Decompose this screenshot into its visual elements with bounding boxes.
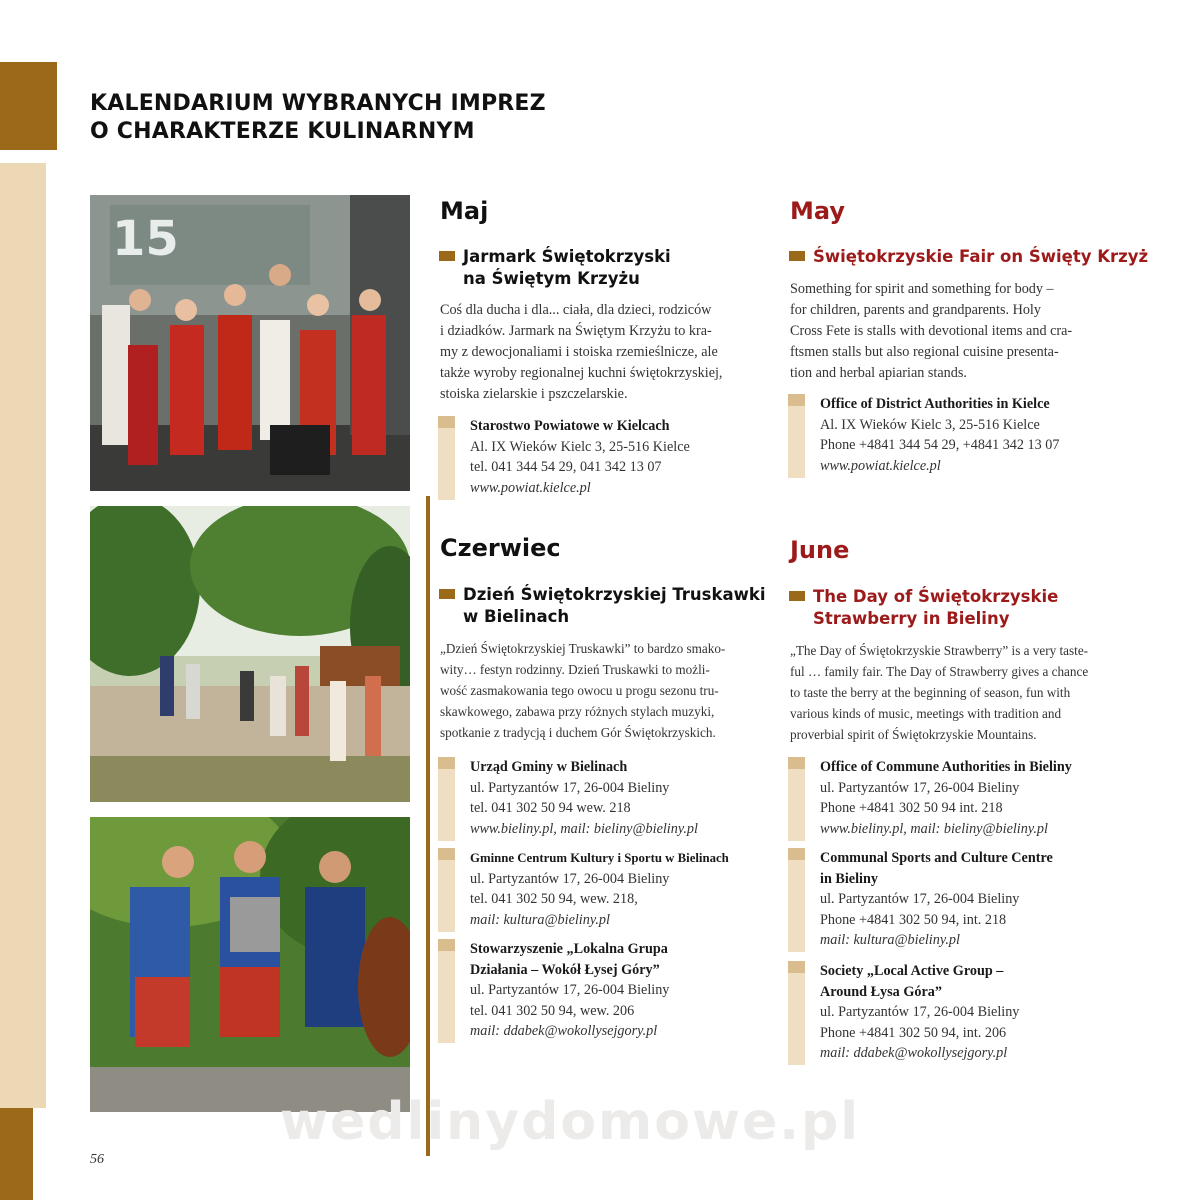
contact-bar	[438, 757, 455, 841]
contact-bar	[788, 848, 805, 952]
photo-folk-band	[90, 817, 410, 1112]
contact-block-starostwo	[438, 416, 758, 500]
event-title-truskawka	[463, 584, 765, 628]
contact-name: in Bieliny	[820, 870, 878, 887]
contact-block-sports-culture-centre	[788, 848, 1118, 952]
bullet-square	[439, 589, 455, 599]
month-heading-june: June	[790, 536, 850, 564]
contact-email-link[interactable]: mail: kultura@bieliny.pl	[470, 911, 610, 928]
contact-email-link[interactable]: mail: ddabek@wokollysejgory.pl	[470, 1023, 658, 1039]
desc-line: Cross Fete is stalls with devotional items and cra-	[790, 323, 1073, 339]
contact-name: Urząd Gminy w Bielinach	[470, 759, 628, 775]
page-title-line-2: O CHARAKTERZE KULINARNYM	[90, 119, 475, 144]
month-heading-may: May	[790, 197, 845, 225]
stage-badge-number: 15	[112, 211, 179, 267]
contact-name: Around Łysa Góra”	[820, 983, 942, 1000]
contact-email-link[interactable]: mail: ddabek@wokollysejgory.pl	[820, 1045, 1008, 1061]
contact-bar	[438, 939, 455, 1043]
event-description-fair	[790, 279, 1111, 384]
contact-email-link[interactable]: mail: kultura@bieliny.pl	[820, 932, 960, 948]
contact-phone: tel. 041 344 54 29, 041 342 13 07	[470, 459, 662, 475]
contact-address: ul. Partyzantów 17, 26-004 Bieliny	[470, 779, 670, 796]
desc-line: ftsmen stalls but also regional cuisine presenta-	[790, 344, 1059, 360]
event-title-jarmark	[463, 246, 671, 290]
left-accent-bar-top	[0, 62, 57, 150]
event-title-line: Strawberry in Bieliny	[813, 609, 1010, 628]
contact-address: ul. Partyzantów 17, 26-004 Bieliny	[820, 891, 1020, 907]
desc-line: „Dzień Świętokrzyskiej Truskawki” to bardzo smako-	[440, 641, 726, 656]
event-title-line: Świętokrzyskie Fair on Święty Krzyż	[813, 247, 1149, 266]
desc-line: ful … family fair. The Day of Strawberry gives a chance	[790, 664, 1089, 679]
contact-block-local-active-group	[788, 961, 1118, 1065]
event-title-line: Jarmark Świętokrzyski	[463, 247, 671, 266]
desc-line: my z dewocjonaliami i stoiska rzemieślnicze, ale	[440, 344, 718, 360]
contact-address: Al. IX Wieków Kielc 3, 25-516 Kielce	[820, 416, 1040, 433]
bullet-square	[439, 251, 455, 261]
contact-phone: tel. 041 302 50 94, wew. 206	[470, 1002, 635, 1019]
contact-name: Działania – Wokół Łysej Góry”	[470, 961, 660, 978]
contact-block-commune-office	[788, 757, 1118, 841]
contact-phone: tel. 041 302 50 94, wew. 218,	[470, 891, 638, 907]
contact-name: Stowarzyszenie „Lokalna Grupa	[470, 941, 668, 957]
contact-name: Communal Sports and Culture Centre	[820, 850, 1053, 866]
page-title	[90, 90, 690, 146]
desc-line: stoiska zielarskie i pszczelarskie.	[440, 386, 628, 402]
event-title-fair	[813, 246, 1148, 268]
bullet-square	[789, 591, 805, 601]
watermark: wedlinydomowe.pl	[280, 1092, 861, 1152]
event-title-line: na Świętym Krzyżu	[463, 269, 640, 288]
contact-phone: tel. 041 302 50 94 wew. 218	[470, 800, 631, 816]
desc-line: Coś dla ducha i dla... ciała, dla dzieci, rodziców	[440, 302, 712, 318]
contact-address: ul. Partyzantów 17, 26-004 Bieliny	[820, 779, 1020, 796]
contact-bar	[438, 416, 455, 500]
contact-block-stowarzyszenie	[438, 939, 758, 1043]
desc-line: proverbial spirit of Świętokrzyskie Mountains.	[790, 727, 1037, 742]
left-accent-bar-middle	[0, 163, 46, 1108]
contact-phone: Phone +4841 344 54 29, +4841 342 13 07	[820, 437, 1060, 453]
contact-name: Starostwo Powiatowe w Kielcach	[470, 418, 670, 434]
contact-block-centrum-kultury	[438, 848, 758, 932]
contact-name: Gminne Centrum Kultury i Sportu w Bielinach	[470, 851, 729, 865]
event-title-line: Dzień Świętokrzyskiej Truskawki	[463, 585, 766, 604]
desc-line: spotkanie z tradycją i duchem Gór Świętokrzyskich.	[440, 725, 716, 740]
desc-line: tion and herbal apiarian stands.	[790, 365, 967, 381]
desc-line: for children, parents and grandparents. Holy	[790, 302, 1041, 318]
event-title-line: w Bielinach	[463, 607, 570, 626]
contact-phone: Phone +4841 302 50 94, int. 218	[820, 911, 1007, 928]
contact-block-urzad-gminy	[438, 757, 758, 841]
contact-bar	[788, 394, 805, 478]
event-description-truskawka	[440, 638, 761, 743]
column-divider	[426, 496, 430, 1156]
contact-phone: Phone +4841 302 50 94, int. 206	[820, 1024, 1007, 1041]
contact-website-link[interactable]: www.bieliny.pl, mail: bieliny@bieliny.pl	[820, 820, 1048, 837]
event-title-strawberry-day	[813, 586, 1058, 630]
page-number: 56	[90, 1152, 104, 1167]
desc-line: i dziadków. Jarmark na Świętym Krzyżu to kra-	[440, 323, 712, 339]
desc-line: wość zasmakowania tego owocu u progu sezonu tru-	[440, 683, 719, 698]
desc-line: various kinds of music, meetings with tradition and	[790, 706, 1062, 721]
photo-folk-dancers	[90, 195, 410, 491]
photo-fair-crowd	[90, 506, 410, 802]
contact-name: Office of District Authorities in Kielce	[820, 396, 1050, 412]
contact-website-link[interactable]: www.bieliny.pl, mail: bieliny@bieliny.pl	[470, 820, 698, 837]
contact-phone: Phone +4841 302 50 94 int. 218	[820, 800, 1003, 816]
month-heading-maj: Maj	[440, 197, 489, 225]
page-title-line-1: KALENDARIUM WYBRANYCH IMPREZ	[90, 91, 546, 116]
event-title-line: The Day of Świętokrzyskie	[813, 587, 1059, 606]
event-description-strawberry-day	[790, 640, 1111, 745]
contact-name: Office of Commune Authorities in Bieliny	[820, 759, 1072, 775]
contact-bar	[438, 848, 455, 932]
desc-line: „The Day of Świętokrzyskie Strawberry” is a very taste-	[790, 643, 1089, 658]
event-description-jarmark	[440, 300, 761, 405]
bullet-square	[789, 251, 805, 261]
contact-address: Al. IX Wieków Kielc 3, 25-516 Kielce	[470, 438, 690, 455]
contact-address: ul. Partyzantów 17, 26-004 Bieliny	[470, 870, 670, 887]
contact-name: Society „Local Active Group –	[820, 963, 1004, 979]
contact-address: ul. Partyzantów 17, 26-004 Bieliny	[470, 982, 670, 998]
month-heading-czerwiec: Czerwiec	[440, 534, 561, 562]
desc-line: to taste the berry at the beginning of season, fun with	[790, 685, 1071, 700]
contact-website-link[interactable]: www.powiat.kielce.pl	[470, 479, 591, 496]
desc-line: skawkowego, zabawa przy różnych stylach muzyki,	[440, 704, 715, 719]
desc-line: wity… festyn rodzinny. Dzień Truskawki to możli-	[440, 662, 710, 677]
left-accent-bar-bottom	[0, 1108, 33, 1200]
desc-line: Something for spirit and something for body –	[790, 281, 1054, 297]
contact-block-district-office	[788, 394, 1118, 478]
contact-bar	[788, 961, 805, 1065]
contact-address: ul. Partyzantów 17, 26-004 Bieliny	[820, 1004, 1020, 1020]
contact-bar	[788, 757, 805, 841]
contact-website-link[interactable]: www.powiat.kielce.pl	[820, 457, 941, 474]
desc-line: także wyroby regionalnej kuchni świętokrzyskiej,	[440, 365, 723, 381]
